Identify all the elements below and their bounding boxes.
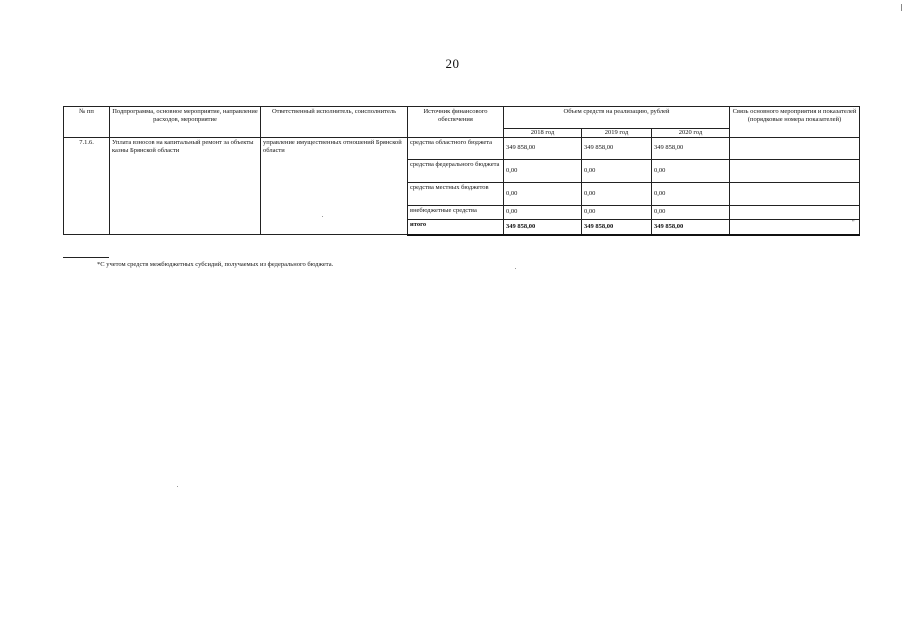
value-2019: 0,00 — [582, 205, 652, 219]
link-cell — [730, 205, 860, 219]
budget-table — [63, 106, 860, 236]
source-name: средства областного бюджета — [408, 137, 504, 159]
header-year-2018: 2018 год — [504, 129, 582, 138]
link-cell — [730, 159, 860, 182]
source-name: средства федерального бюджета — [408, 159, 504, 182]
scan-speck — [322, 216, 323, 217]
value-2018: 0,00 — [504, 159, 582, 182]
link-cell — [730, 137, 860, 159]
source-name: внебюджетные средства — [408, 205, 504, 219]
scan-edge-mark — [901, 4, 902, 11]
row-executor: управление имущественных отношений Брянской области — [261, 137, 408, 235]
total-mark: " — [851, 219, 855, 226]
value-2018: 0,00 — [504, 182, 582, 205]
header-source: Источник финансового обеспечения — [408, 107, 504, 138]
source-name-total: итого — [408, 219, 504, 235]
header-year-2020: 2020 год — [652, 129, 730, 138]
page-number: 20 — [445, 56, 460, 71]
header-num: № пп — [64, 107, 110, 138]
footnote-separator — [63, 257, 109, 258]
source-name: средства местных бюджетов — [408, 182, 504, 205]
row-number: 7.1.6. — [64, 137, 110, 235]
value-2019: 349 858,00 — [582, 137, 652, 159]
total-2020: 349 858,00 — [652, 219, 730, 235]
header-program: Подпрограмма, основное мероприятие, направление расходов, мероприятие — [110, 107, 261, 138]
total-2018: 349 858,00 — [504, 219, 582, 235]
scan-speck — [515, 268, 516, 269]
footnote-text: *С учетом средств межбюджетных субсидий, получаемых из федерального бюджета. — [97, 261, 334, 268]
value-2020: 0,00 — [652, 205, 730, 219]
value-2020: 349 858,00 — [652, 137, 730, 159]
header-volume: Объем средств на реализацию, рублей — [504, 107, 730, 129]
value-2019: 0,00 — [582, 182, 652, 205]
header-link: Связь основного мероприятия и показателей (порядковые номера показателей) — [730, 107, 860, 138]
link-cell — [730, 219, 860, 235]
table-row — [64, 137, 860, 159]
row-program: Уплата взносов на капитальный ремонт за объекты казны Брянской области — [110, 137, 261, 235]
value-2020: 0,00 — [652, 159, 730, 182]
header-executor: Ответственный исполнитель, соисполнитель — [261, 107, 408, 138]
header-year-2019: 2019 год — [582, 129, 652, 138]
total-2019: 349 858,00 — [582, 219, 652, 235]
value-2018: 349 858,00 — [504, 137, 582, 159]
value-2020: 0,00 — [652, 182, 730, 205]
link-cell — [730, 182, 860, 205]
scan-speck — [177, 486, 178, 487]
value-2018: 0,00 — [504, 205, 582, 219]
value-2019: 0,00 — [582, 159, 652, 182]
